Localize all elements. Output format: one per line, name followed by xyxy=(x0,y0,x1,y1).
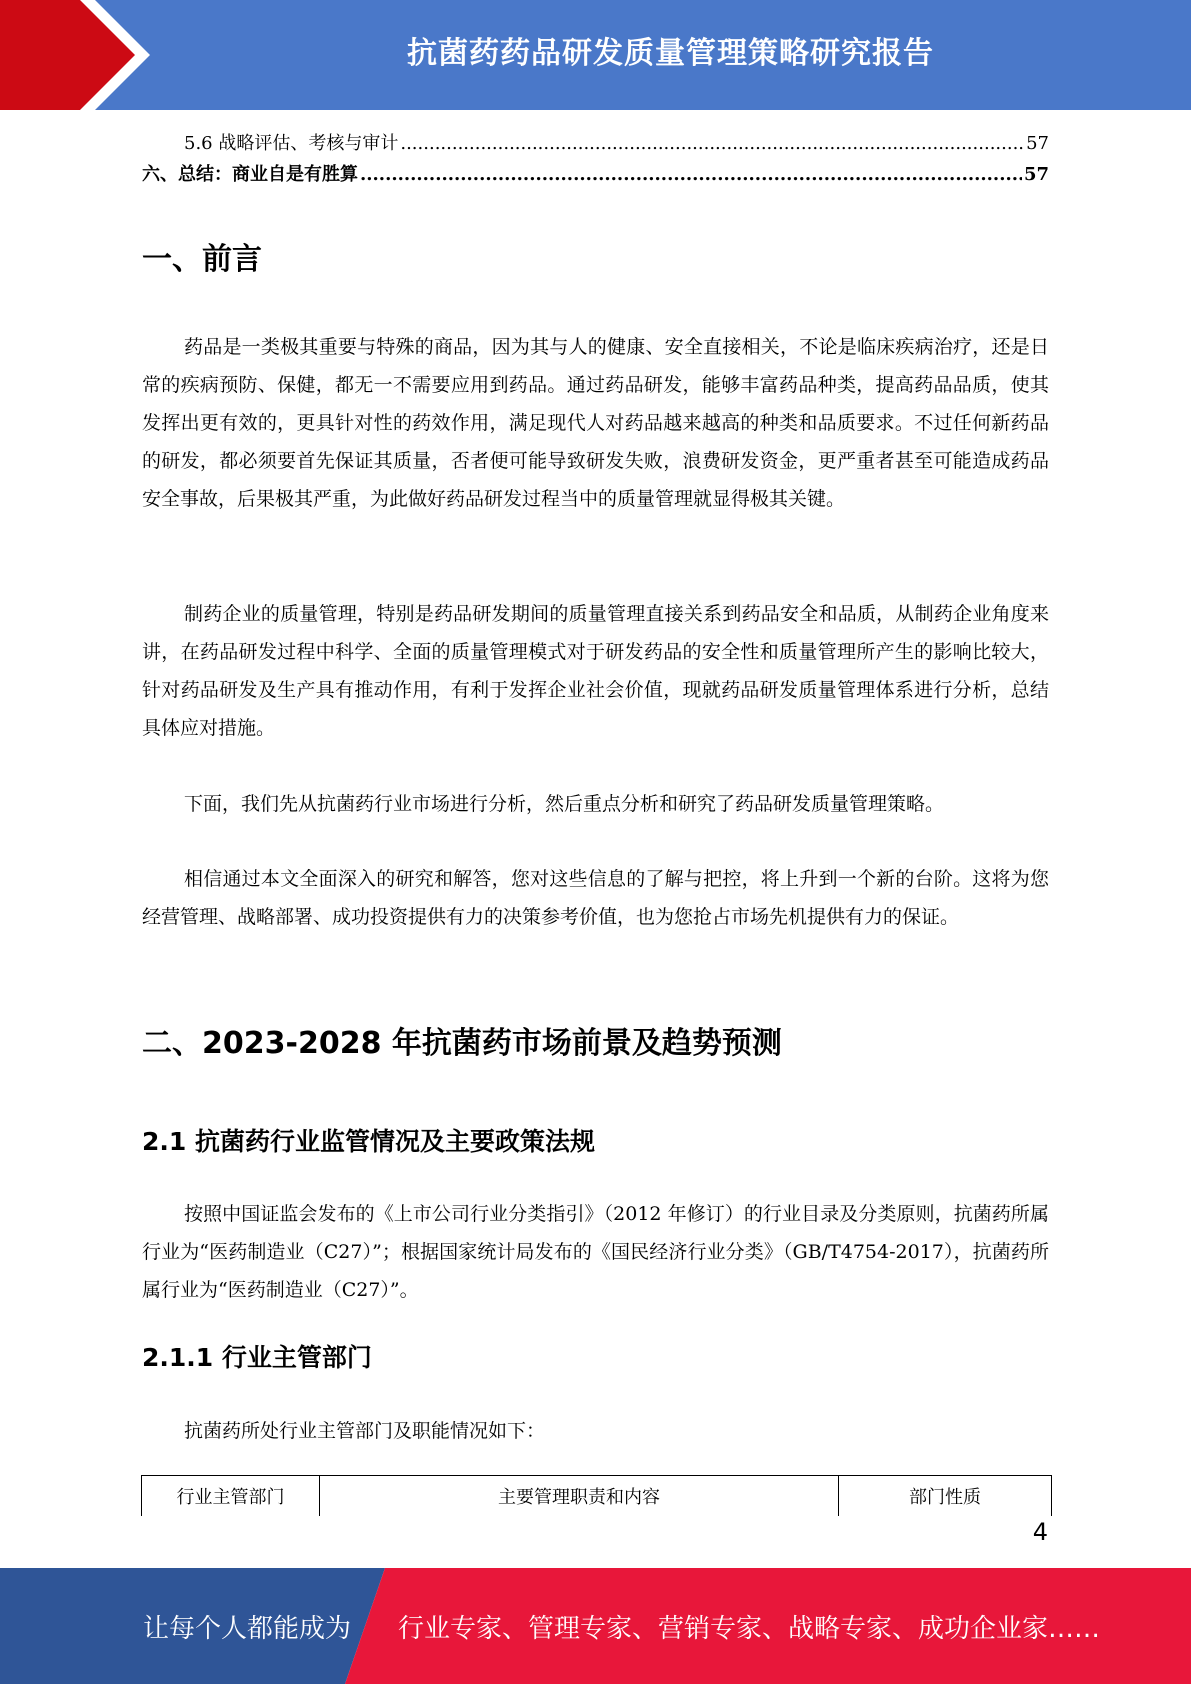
regulation-paragraph: 按照中国证监会发布的《上市公司行业分类指引》（2012 年修订）的行业目录及分类原则，抗菌药所属行业为“医药制造业（C27）”；根据国家统计局发布的《国民经济行业分类》（GB/T4754-2017），抗菌药所属行业为“医药制造业（C27）”。 xyxy=(142,1203,1049,1301)
authority-table-header xyxy=(141,1475,1052,1516)
page-footer xyxy=(0,1568,1191,1684)
section-heading-preface: 一、前言 xyxy=(142,242,262,277)
subsection-heading-regulation: 2.1 抗菌药行业监管情况及主要政策法规 xyxy=(142,1127,595,1156)
footer-slogan-right: 行业专家、管理专家、营销专家、战略专家、成功企业家…… xyxy=(398,1613,1101,1644)
toc-leader-dots xyxy=(400,128,1024,159)
toc-entry-text: 六、总结：商业自是有胜算 xyxy=(142,164,358,185)
report-title: 抗菌药药品研发质量管理策略研究报告 xyxy=(407,36,934,71)
toc-entry-text: 5.6 战略评估、考核与审计 xyxy=(184,133,399,154)
toc-entry-6[interactable] xyxy=(142,159,1049,190)
preface-paragraph-4: 相信通过本文全面深入的研究和解答，您对这些信息的了解与把控，将上升到一个新的台阶。这将为您经营管理、战略部署、成功投资提供有力的决策参考价值，也为您抢占市场先机提供有力的保证。 xyxy=(142,868,1049,928)
preface-paragraph-1: 药品是一类极其重要与特殊的商品，因为其与人的健康、安全直接相关，不论是临床疾病治疗，还是日常的疾病预防、保健，都无一不需要应用到药品。通过药品研发，能够丰富药品种类，提高药品品质，使其发挥出更有效的，更具针对性的药效作用，满足现代人对药品越来越高的种类和品质要求。不过任何新药品的研发，都必须要首先保证其质量，否者便可能导致研发失败，浪费研发资金，更严重者甚至可能造成药品安全事故，后果极其严重，为此做好药品研发过程当中的质量管理就显得极其关键。 xyxy=(142,336,1049,510)
authority-paragraph: 抗菌药所处行业主管部门及职能情况如下： xyxy=(184,1420,546,1442)
table-of-contents xyxy=(142,128,1049,190)
table-header-nature: 部门性质 xyxy=(839,1476,1052,1516)
section-heading-market-forecast: 二、2023-2028 年抗菌药市场前景及趋势预测 xyxy=(142,1026,782,1061)
toc-leader-dots xyxy=(360,159,1022,190)
toc-entry-page: 57 xyxy=(1023,164,1049,185)
table-header-department: 行业主管部门 xyxy=(142,1476,320,1516)
page-number: 4 xyxy=(1032,1518,1048,1546)
page-header xyxy=(0,0,1191,110)
preface-paragraph-2: 制药企业的质量管理，特别是药品研发期间的质量管理直接关系到药品安全和品质，从制药企业角度来讲，在药品研发过程中科学、全面的质量管理模式对于研发药品的安全性和质量管理所产生的影响比较大，针对药品研发及生产具有推动作用，有利于发挥企业社会价值，现就药品研发质量管理体系进行分析，总结具体应对措施。 xyxy=(142,603,1049,739)
footer-slogan-left: 让每个人都能成为 xyxy=(143,1613,352,1644)
preface-paragraph-3: 下面，我们先从抗菌药行业市场进行分析，然后重点分析和研究了药品研发质量管理策略。 xyxy=(184,793,945,815)
table-header-responsibilities: 主要管理职责和内容 xyxy=(320,1476,839,1516)
header-arrow-icon xyxy=(0,0,160,110)
subsection-heading-authority: 2.1.1 行业主管部门 xyxy=(142,1343,372,1372)
toc-entry-5-6[interactable] xyxy=(142,128,1049,159)
toc-entry-page: 57 xyxy=(1026,133,1049,154)
